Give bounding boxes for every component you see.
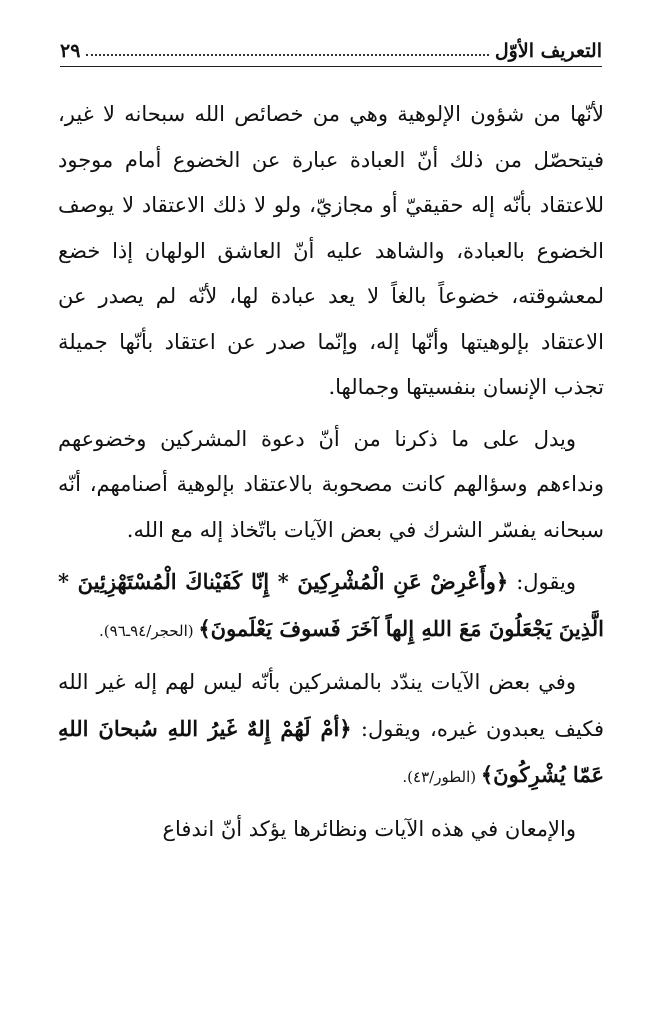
paragraph-last: والإمعان في هذه الآيات ونظائرها يؤكد أنّ اندفاع xyxy=(162,816,576,841)
paragraph-1: لأنّها من شؤون الإلوهية وهي من خصائص الله سبحانه لا غير، فيتحصّل من ذلك أنّ العبادة عبارة عن الخضوع أمام موجود للاعتقاد بأنّه إله حقيقيّ أو مجازيّ، ولو لا ذلك الاعتقاد لا يوصف الخضوع بالعبادة، والشاهد عليه أنّ العاشق الولهان إذا خضع لمعشوقته، خضوعاً بالغاً لا يعد عبادة لها، لأنّه لم يصدر عن الاعتقاد بإلوهيتها وأنّها إله، وإنّما صدر عن اعتقاد بأنّها جميلة تجذب الإنسان بنفسيتها وجمالها. xyxy=(58,102,604,399)
quran-verse-2: ﴿أمْ لَهُمْ إِلهٌ غَيرُ اللهِ سُبحانَ اللهِ عَمّا يُشْرِكُونَ﴾ xyxy=(58,715,604,787)
running-header xyxy=(60,28,602,67)
verse-intro-1: ويقول: xyxy=(508,570,576,594)
chapter-title: التعريف الأوّل xyxy=(494,40,602,62)
verse-reference-1: (الحجر/٩٤ـ٩٦). xyxy=(99,621,199,640)
paragraph-2: ويدل على ما ذكرنا من أنّ دعوة المشركين وخضوعهم ونداءهم وسؤالهم كانت مصحوبة بالاعتقاد بإلوهية أصنامهم، أنّه سبحانه يفسّر الشرك في بعض الآيات باتّخاذ إله مع الله. xyxy=(58,426,604,542)
verse-intro-2: وفي بعض الآيات يندّد بالمشركين بأنّه ليس لهم إله غير الله فكيف يعبدون غيره، ويقول: xyxy=(58,670,604,741)
quran-verse-1: ﴿وأَعْرِضْ عَنِ الْمُشْرِكِينَ * إِنّا كَفَيْناكَ الْمُسْتَهْزِئِينَ * الَّذِينَ يَجْعَلُونَ مَعَ اللهِ إِلهاً آخَرَ فَسوفَ يَعْلَمونَ﴾ xyxy=(58,569,604,641)
verse-paragraph-2 xyxy=(58,660,604,801)
verse-paragraph-1 xyxy=(58,559,604,654)
body-text xyxy=(58,92,604,858)
verse-reference-2: (الطور/٤٣). xyxy=(402,768,481,786)
page-number: ٢٩ xyxy=(60,40,81,62)
leader-dots xyxy=(86,54,488,56)
